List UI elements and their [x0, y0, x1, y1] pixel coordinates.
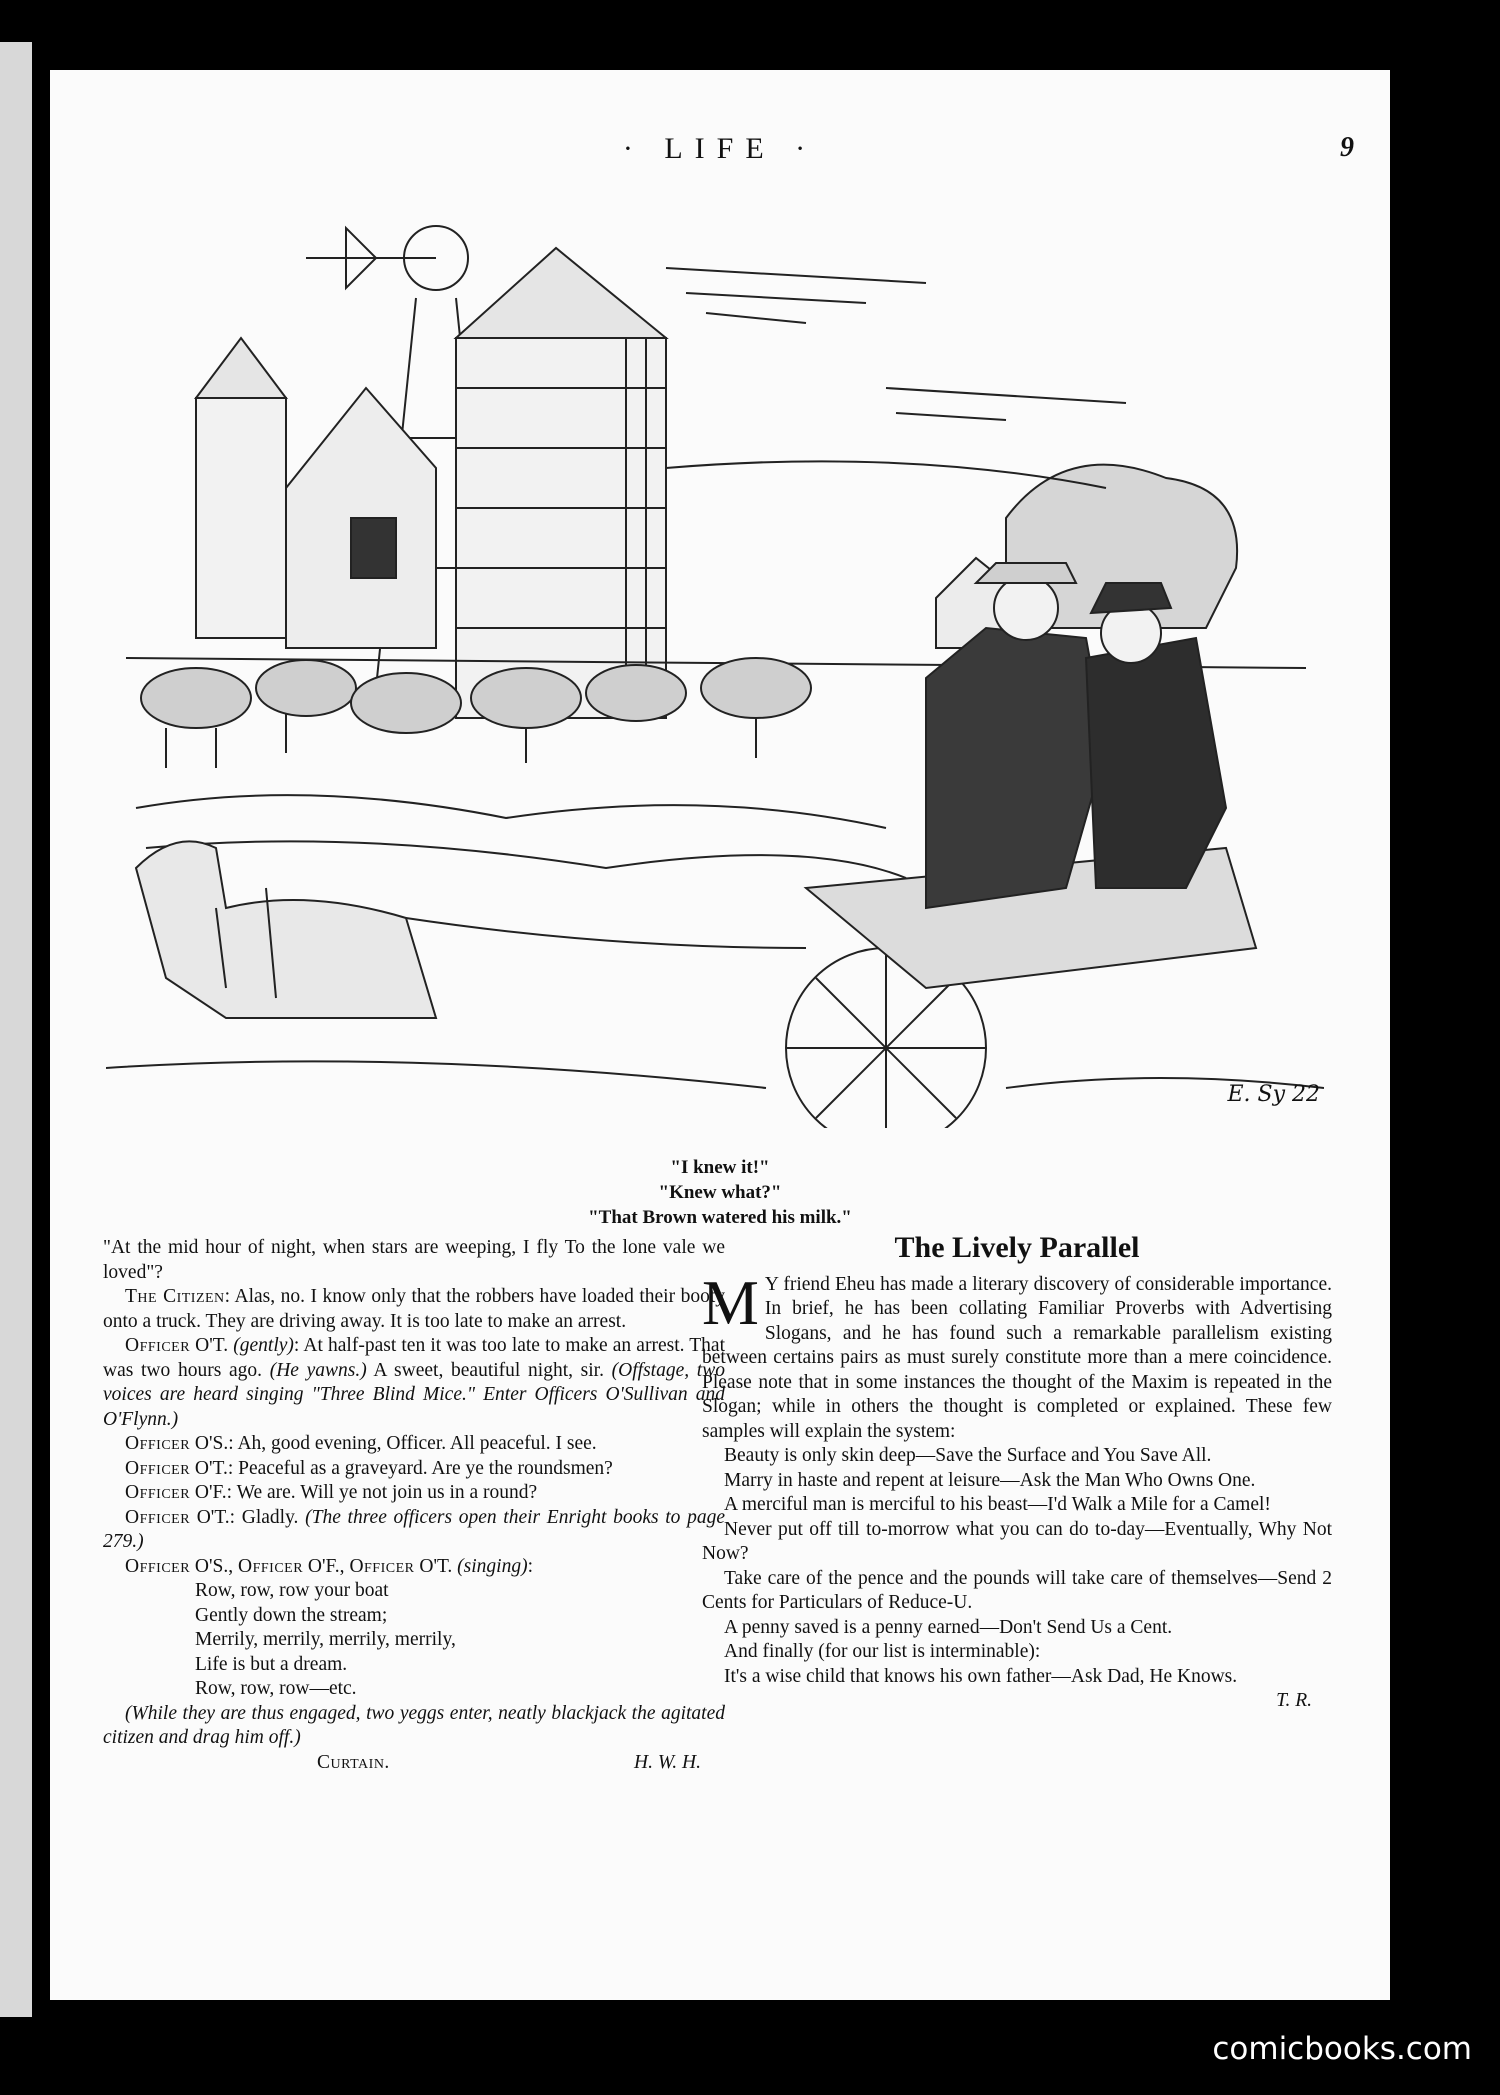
- song-verse-line: Life is but a dream.: [195, 1653, 348, 1675]
- song-verse-line: Row, row, row—etc.: [195, 1678, 357, 1699]
- curtain-label: Curtain.: [317, 1751, 390, 1773]
- article-title: The Lively Parallel: [894, 1231, 1140, 1264]
- magazine-page: [50, 70, 1390, 2000]
- drop-cap: M: [702, 1266, 759, 1338]
- speaker-suffix: O'T.: [190, 1335, 234, 1356]
- intro-text: Y friend Eheu has made a literary discovery of considerable importance. In brief, he has been collating Familiar Proverbs with Advertising Slogans, and he has found such a remarkable parallelism existing between certains pairs as must surely constitute more than a mere coincidence. Please note that in some instances the thought of the Maxim is repeated in the Slogan; while in others the thought is completed or explained. These few samples will explain the system:: [702, 1273, 1332, 1442]
- play-line-quote: "At the mid hour of night, when stars are weeping, I fly To the lone vale we loved"?: [103, 1237, 725, 1283]
- play-line-citizen: [103, 1285, 725, 1334]
- speaker-suffix: O'T.: [414, 1555, 458, 1577]
- left-column-play: [103, 1236, 725, 1775]
- speaker-officer: Officer: [125, 1506, 191, 1528]
- speaker-officer: Officer: [125, 1457, 191, 1479]
- right-column-article: [702, 1231, 1332, 1714]
- speaker-suffix: O'S.,: [190, 1555, 238, 1577]
- artist-signature: E. Sy 22: [1227, 1082, 1320, 1107]
- song-verse-line: Merrily, merrily, merrily, merrily,: [195, 1629, 456, 1650]
- play-line-officer-ot-3: [103, 1506, 725, 1555]
- article-intro: [702, 1266, 1332, 1445]
- dialogue-text: O'S.: Ah, good evening, Officer. All peaceful. I see.: [190, 1433, 597, 1454]
- song-verse-line: Row, row, row your boat: [195, 1580, 389, 1601]
- dialogue-text: :: [527, 1555, 534, 1577]
- play-line-all-officers: [103, 1555, 725, 1580]
- speaker-officer: Officer: [125, 1482, 191, 1503]
- cartoon-caption: [50, 1155, 1390, 1230]
- adjacent-page-edge: [0, 42, 32, 2017]
- dialogue-text: O'T.: Peaceful as a graveyard. Are ye the roundsmen?: [190, 1457, 613, 1479]
- speaker-officer: Officer: [125, 1555, 191, 1577]
- stage-direction: (He yawns.): [269, 1359, 367, 1381]
- play-line-officer-ot-1: [103, 1334, 725, 1432]
- stage-direction: (Offstage, two voices are heard singing "Three Blind Mice." Enter Officers O'Sullivan and O'Flynn.): [103, 1359, 725, 1430]
- caption-line-3: "That Brown watered his milk.": [588, 1207, 852, 1228]
- dialogue-text: : At half-past ten it was too late to make an arrest. That was two hours ago.: [103, 1335, 725, 1381]
- dialogue-text: O'F.: We are. Will ye not join us in a round?: [190, 1482, 538, 1503]
- closing-stage-direction: (While they are thus engaged, two yeggs enter, neatly blackjack the agitated citizen and drag him off.): [103, 1702, 725, 1748]
- play-author: H. W. H.: [634, 1751, 701, 1773]
- article-signature-line: [702, 1689, 1332, 1714]
- citizen-text: : Alas, no. I know only that the robbers have loaded their booty onto a truck. They are driving away. It is too late to make an arrest.: [103, 1286, 725, 1332]
- dialogue-text: A sweet, beautiful night, sir.: [366, 1359, 612, 1381]
- speaker-officer: Officer: [125, 1335, 191, 1356]
- play-line-officer-ot-2: [103, 1457, 725, 1482]
- proverb-pair: Take care of the pence and the pounds will take care of themselves—Send 2 Cents for Particulars of Reduce-U.: [702, 1567, 1332, 1613]
- caption-line-2: "Knew what?": [658, 1182, 782, 1203]
- proverb-pair: Beauty is only skin deep—Save the Surface and You Save All.: [724, 1445, 1212, 1466]
- proverb-pair: A merciful man is merciful to his beast—I'd Walk a Mile for a Camel!: [724, 1494, 1271, 1515]
- speaker-officer: Officer: [349, 1555, 415, 1577]
- article-author: T. R.: [1276, 1690, 1312, 1711]
- farm-illustration: [106, 188, 1324, 1128]
- page-number: 9: [1340, 132, 1354, 163]
- dialogue-text: O'T.: Gladly.: [190, 1506, 306, 1528]
- speaker-suffix: O'F.,: [303, 1555, 350, 1577]
- proverb-pair: Never put off till to-morrow what you can do to-day—Eventually, Why Not Now?: [702, 1518, 1332, 1564]
- caption-line-1: "I knew it!": [670, 1157, 770, 1178]
- proverb-pair: Marry in haste and repent at leisure—Ask the Man Who Owns One.: [724, 1469, 1256, 1491]
- song-verse-line: Gently down the stream;: [195, 1604, 388, 1626]
- speaker-citizen: The Citizen: [125, 1286, 225, 1307]
- proverb-pair: And finally (for our list is interminable):: [724, 1641, 1041, 1662]
- speaker-officer: Officer: [238, 1555, 304, 1577]
- play-line-officer-os: [103, 1432, 725, 1457]
- stage-direction: (gently): [233, 1335, 294, 1356]
- play-line-officer-of: [103, 1481, 725, 1506]
- site-watermark: comicbooks.com: [1212, 2031, 1472, 2067]
- speaker-officer: Officer: [125, 1433, 191, 1454]
- running-head: · LIFE ·: [622, 132, 818, 165]
- farm-scene-drawing: [106, 188, 1324, 1128]
- final-proverb-pair: It's a wise child that knows his own father—Ask Dad, He Knows.: [724, 1665, 1238, 1687]
- proverb-pair: A penny saved is a penny earned—Don't Send Us a Cent.: [724, 1616, 1173, 1638]
- stage-direction: (singing): [457, 1555, 528, 1577]
- stage-direction: (The three officers open their Enright books to page 279.): [103, 1506, 725, 1552]
- curtain-line: [103, 1751, 725, 1776]
